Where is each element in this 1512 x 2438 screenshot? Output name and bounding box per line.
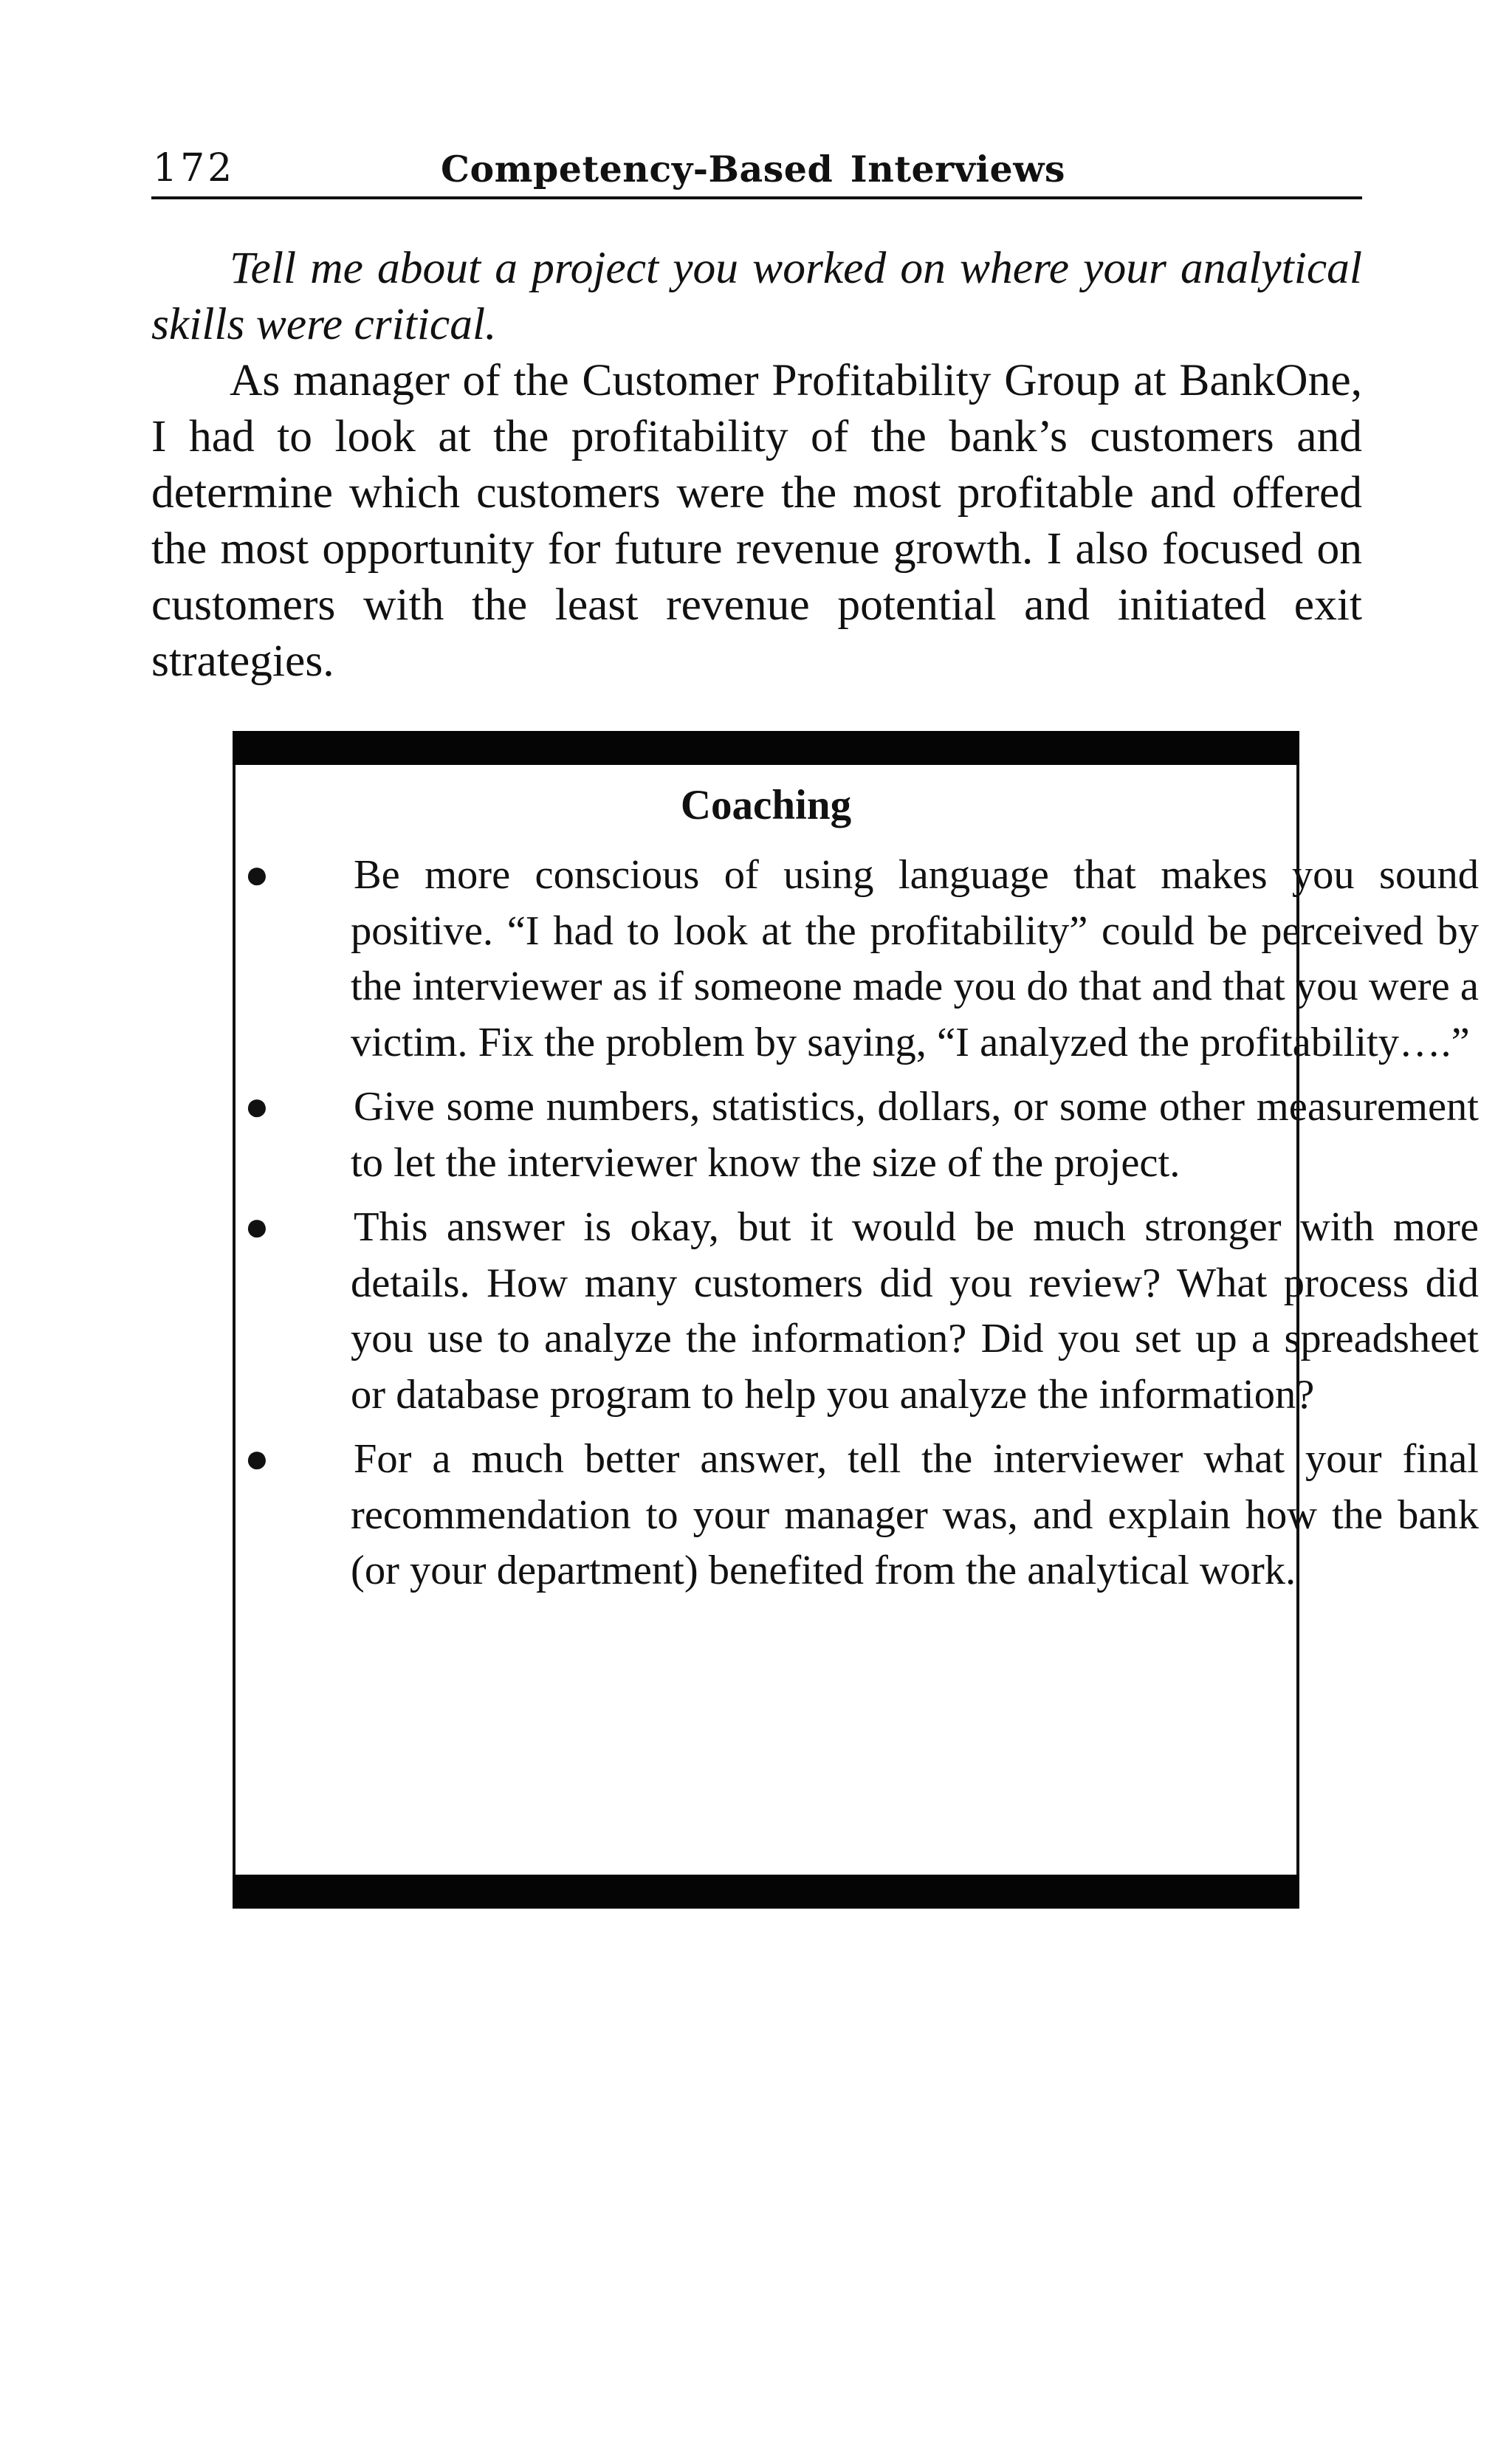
- sample-answer: As manager of the Customer Profitability Group at BankOne, I had to look at the profitability of the bank’s customers and determine which customers were the most profitable and offered the most opportunity for future revenue growth. I also focused on customers with the least revenue potential and initiated exit strategies.: [151, 355, 1362, 686]
- coaching-title: Coaching: [680, 782, 852, 828]
- coaching-item: [244, 848, 1479, 1071]
- bullet-icon: ●: [244, 852, 269, 898]
- coaching-item-text: For a much better answer, tell the interviewer what your final recommendation to your manager was, and explain how the bank (or your department) benefited from the analytical work.: [351, 1436, 1479, 1593]
- coaching-item: [244, 1079, 1479, 1191]
- page-number: 172: [153, 146, 236, 190]
- coaching-box-top-bar: [233, 731, 1299, 765]
- coaching-item: [244, 1200, 1479, 1423]
- coaching-item-text: Be more conscious of using language that makes you sound positive. “I had to look at the profitability” could be perceived by the interviewer as if someone made you do that and that you were a victim. Fix the problem by saying, “I analyzed the profitability….”: [351, 852, 1479, 1065]
- bullet-icon: ●: [244, 1084, 269, 1130]
- coaching-box: [233, 731, 1479, 1909]
- coaching-item-text: Give some numbers, statistics, dollars, or some other measurement to let the interviewer know the size of the project.: [351, 1084, 1479, 1186]
- coaching-box-bottom-bar: [233, 1875, 1299, 1909]
- bullet-icon: ●: [244, 1436, 269, 1482]
- interview-question: Tell me about a project you worked on where your analytical skills were critical.: [151, 243, 1362, 349]
- running-header: [151, 140, 1362, 199]
- body-text: [151, 240, 1362, 689]
- running-title: Competency-Based Interviews: [441, 148, 1065, 190]
- coaching-item: [244, 1432, 1479, 1599]
- coaching-list: [244, 848, 1485, 1608]
- coaching-item-text: This answer is okay, but it would be much stronger with more details. How many customers did you review? What process did you use to analyze the information? Did you set up a spreadsheet or database program to help you analyze the information?: [351, 1204, 1479, 1418]
- bullet-icon: ●: [244, 1204, 269, 1250]
